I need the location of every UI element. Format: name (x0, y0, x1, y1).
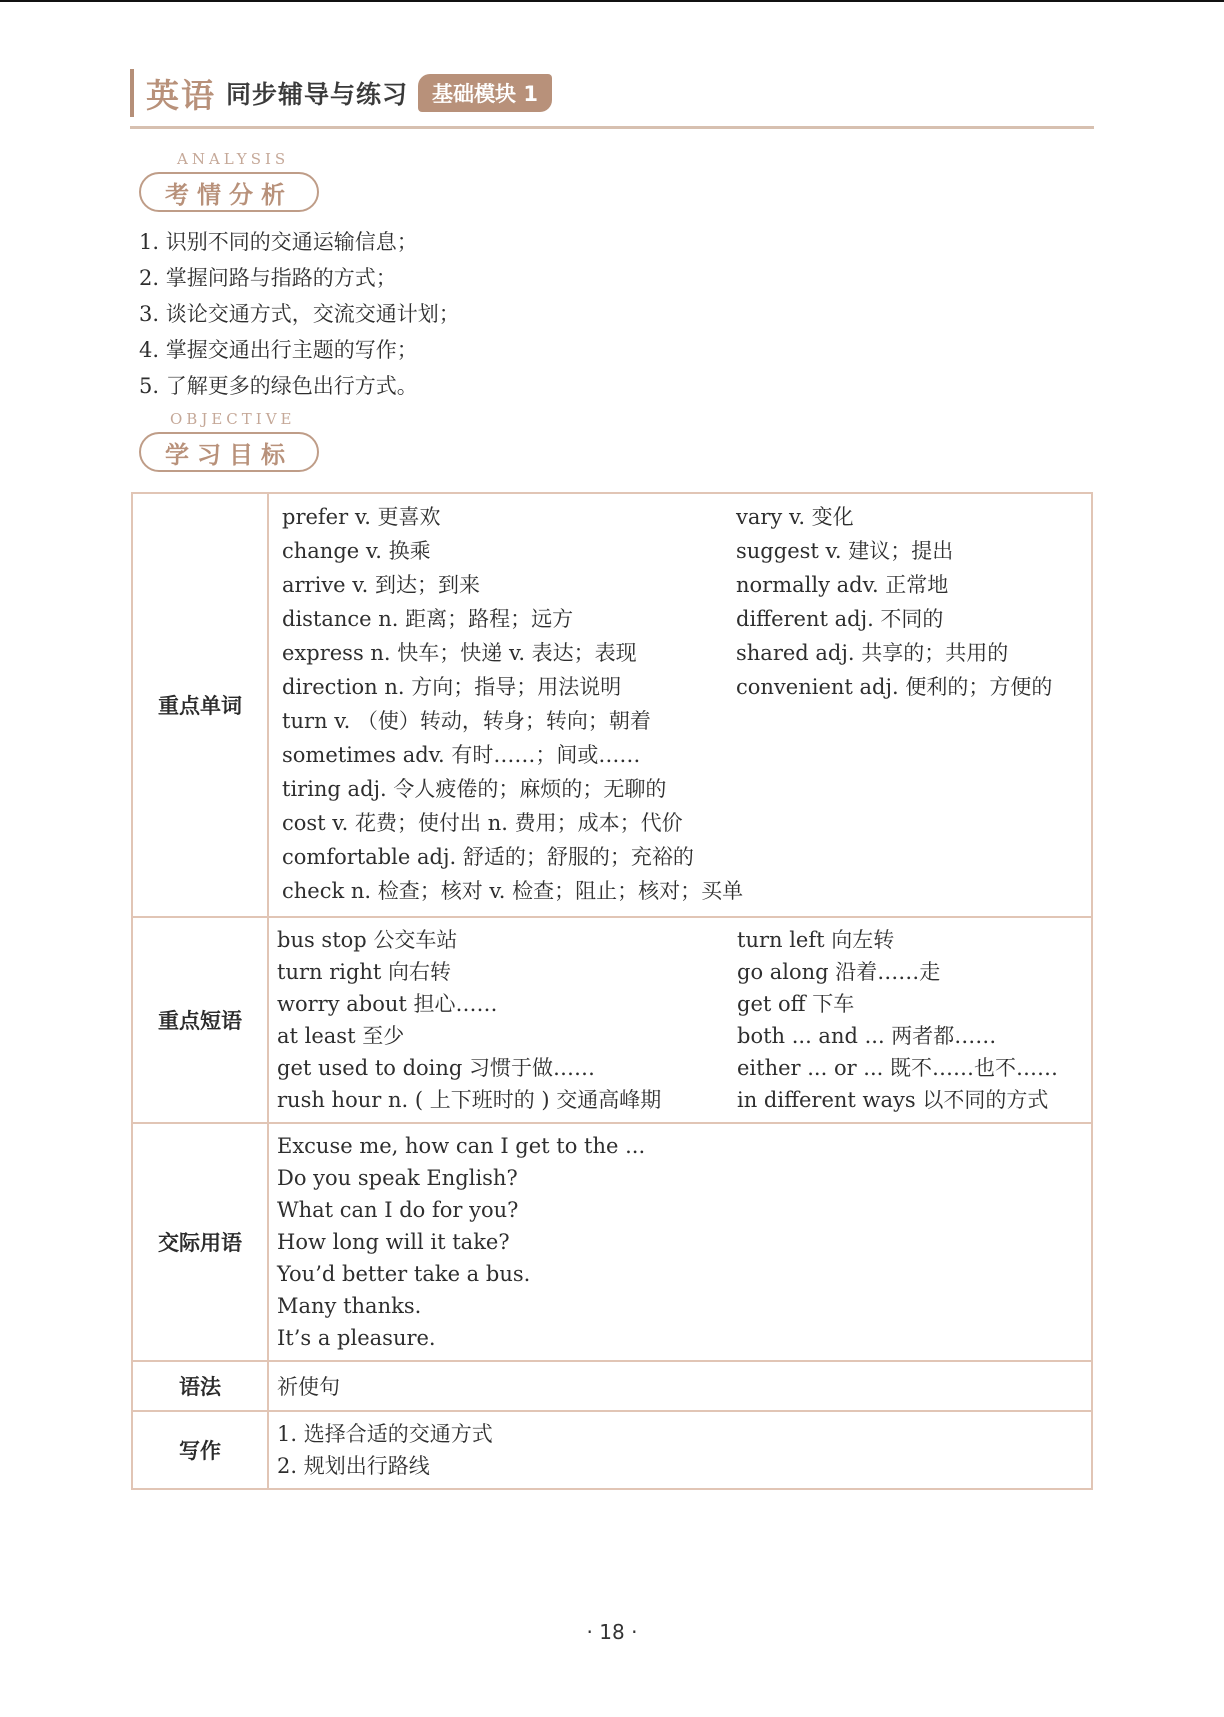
phrase-item: bus stop 公交车站 (277, 928, 458, 952)
header-badge: 基础模块 1 (418, 74, 552, 112)
phrase-item: both ... and ... 两者都…… (737, 1024, 997, 1048)
vocab-item: prefer v. 更喜欢 (282, 505, 441, 529)
vocab-heading: 重点单词 (132, 493, 268, 917)
vocab-cell (268, 493, 1092, 917)
phrase-item: in different ways 以不同的方式 (737, 1088, 1049, 1112)
phrases-cell (268, 917, 1092, 1123)
phrase-item: get off 下车 (737, 992, 855, 1016)
writing-cell (268, 1411, 1092, 1489)
vocab-item: comfortable adj. 舒适的；舒服的；充裕的 (282, 845, 694, 869)
vocab-column-2 (736, 500, 1052, 908)
vocab-item: different adj. 不同的 (736, 607, 944, 631)
objective-label: 学习目标 (139, 432, 319, 472)
vocab-column-1 (282, 500, 744, 908)
vocab-item: suggest v. 建议；提出 (736, 539, 954, 563)
objective-label-en: OBJECTIVE (170, 410, 296, 428)
grammar-heading: 语法 (132, 1361, 268, 1411)
phrases-column-2 (737, 924, 1058, 1116)
objectives-table (131, 492, 1093, 1490)
writing-item: 1. 选择合适的交通方式 (277, 1422, 493, 1446)
header-accent-bar (130, 69, 134, 117)
phrases-heading: 重点短语 (132, 917, 268, 1123)
writing-heading: 写作 (132, 1411, 268, 1489)
vocab-item: tiring adj. 令人疲倦的；麻烦的；无聊的 (282, 777, 667, 801)
vocab-row (132, 493, 1092, 917)
vocab-item: distance n. 距离；路程；远方 (282, 607, 574, 631)
phrase-item: go along 沿着……走 (737, 960, 941, 984)
vocab-item: convenient adj. 便利的；方便的 (736, 675, 1053, 699)
header-rule (130, 126, 1094, 129)
phrase-item: worry about 担心…… (277, 992, 498, 1016)
grammar-cell (268, 1361, 1092, 1411)
vocab-item: arrive v. 到达；到来 (282, 573, 481, 597)
vocab-item: normally adv. 正常地 (736, 573, 949, 597)
analysis-item: 3. 谈论交通方式，交流交通计划； (139, 302, 460, 326)
phrase-item: turn right 向右转 (277, 960, 452, 984)
expression-item: How long will it take? (277, 1230, 510, 1254)
writing-item: 2. 规划出行路线 (277, 1454, 430, 1478)
analysis-label-en: ANALYSIS (177, 150, 290, 168)
vocab-item: change v. 换乘 (282, 539, 431, 563)
vocab-item: cost v. 花费；使付出 n. 费用；成本；代价 (282, 811, 683, 835)
phrase-item: get used to doing 习惯于做…… (277, 1056, 596, 1080)
expression-item: Do you speak English? (277, 1166, 518, 1190)
top-border (0, 0, 1224, 2)
phrase-item: rush hour n. ( 上下班时的 ) 交通高峰期 (277, 1088, 662, 1112)
vocab-item: turn v. （使）转动，转身；转向；朝着 (282, 709, 651, 733)
phrase-item: either ... or ... 既不……也不…… (737, 1056, 1059, 1080)
expressions-heading: 交际用语 (132, 1123, 268, 1361)
vocab-item: direction n. 方向；指导；用法说明 (282, 675, 622, 699)
page-number: · 18 · (586, 1620, 638, 1644)
analysis-list (139, 224, 460, 404)
expression-item: What can I do for you? (277, 1198, 519, 1222)
grammar-content: 祈使句 (277, 1375, 340, 1399)
phrases-column-1 (277, 924, 737, 1116)
analysis-item: 1. 识别不同的交通运输信息； (139, 230, 418, 254)
vocab-item: express n. 快车；快递 v. 表达；表现 (282, 641, 637, 665)
phrases-row (132, 917, 1092, 1123)
analysis-label: 考情分析 (139, 172, 319, 212)
expression-item: You’d better take a bus. (277, 1262, 531, 1286)
analysis-item: 4. 掌握交通出行主题的写作； (139, 338, 418, 362)
analysis-item: 5. 了解更多的绿色出行方式。 (139, 374, 418, 398)
phrase-item: at least 至少 (277, 1024, 405, 1048)
header-subject: 英语 (146, 75, 216, 115)
expressions-row (132, 1123, 1092, 1361)
vocab-item: shared adj. 共享的；共用的 (736, 641, 1009, 665)
phrase-item: turn left 向左转 (737, 928, 895, 952)
header-title: 同步辅导与练习 (226, 80, 409, 109)
expression-item: It’s a pleasure. (277, 1326, 436, 1350)
writing-row (132, 1411, 1092, 1489)
expression-item: Many thanks. (277, 1294, 422, 1318)
vocab-item: check n. 检查；核对 v. 检查；阻止；核对；买单 (282, 879, 744, 903)
vocab-item: vary v. 变化 (736, 505, 854, 529)
analysis-item: 2. 掌握问路与指路的方式； (139, 266, 397, 290)
grammar-row (132, 1361, 1092, 1411)
vocab-item: sometimes adv. 有时……；间或…… (282, 743, 641, 767)
page-header (130, 66, 552, 120)
expression-item: Excuse me, how can I get to the ... (277, 1134, 646, 1158)
expressions-cell (268, 1123, 1092, 1361)
